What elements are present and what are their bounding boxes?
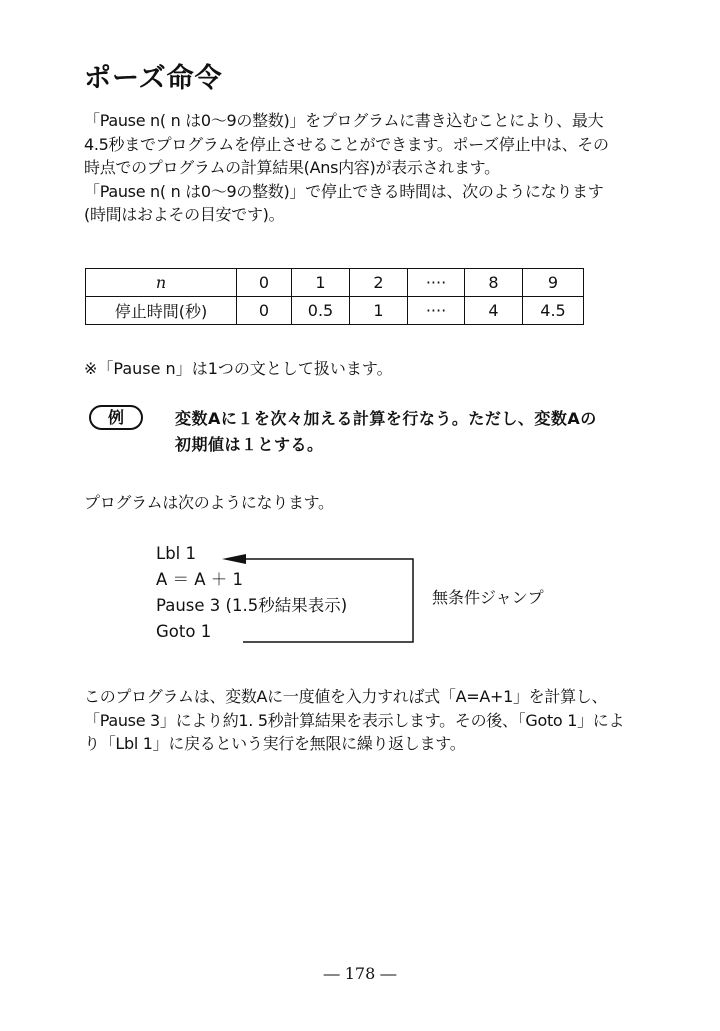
- table-cell: 1: [350, 297, 408, 325]
- table-cell: 0: [237, 269, 292, 297]
- table-cell: ····: [408, 269, 465, 297]
- intro-line: (時間はおよその目安です)。: [84, 205, 285, 224]
- example-line: 変数Aに１を次々加える計算を行なう。ただし、変数Aの: [175, 409, 597, 428]
- table-header-seconds: 停止時間(秒): [86, 297, 237, 325]
- program-line: Goto 1: [156, 622, 212, 641]
- program-line: Pause 3 (1.5秒結果表示): [156, 596, 348, 615]
- intro-line: 「Pause n( n は0～9の整数)」をプログラムに書き込むことにより、最大: [84, 111, 604, 130]
- program-intro: プログラムは次のようになります。: [84, 493, 334, 512]
- note-text: ※「Pause n」は1つの文として扱います。: [84, 359, 393, 378]
- table-header-n: n: [86, 269, 237, 297]
- arrow-head-icon: [222, 554, 246, 564]
- example-line: 初期値は１とする。: [175, 435, 324, 454]
- table-cell: 4: [465, 297, 523, 325]
- table-cell: 1: [292, 269, 350, 297]
- intro-line: 時点でのプログラムの計算結果(Ans内容)が表示されます。: [84, 158, 500, 177]
- jump-label: 無条件ジャンプ: [432, 588, 544, 607]
- page-title: ポーズ命令: [84, 63, 223, 94]
- page-number: ― 178 ―: [323, 964, 397, 983]
- program-line: Lbl 1: [156, 544, 196, 563]
- table-cell: ····: [408, 297, 465, 325]
- jump-line: [243, 559, 413, 642]
- table-cell: 2: [350, 269, 408, 297]
- intro-line: 「Pause n( n は0～9の整数)」で停止できる時間は、次のようになります: [84, 181, 604, 201]
- table-cell: 4.5: [523, 297, 584, 325]
- table-cell: 8: [465, 269, 523, 297]
- table-cell: 9: [523, 269, 584, 297]
- program-line: A ＝ A ＋ 1: [156, 570, 244, 589]
- explanation-line: り「Lbl 1」に戻るという実行を無限に繰り返します。: [84, 734, 466, 753]
- example-badge: 例: [89, 405, 143, 430]
- table-cell: 0: [237, 297, 292, 325]
- intro-line: 4.5秒までプログラムを停止させることができます。ポーズ停止中は、その: [84, 134, 609, 154]
- explanation-paragraph: [84, 685, 644, 756]
- explanation-line: 「Pause 3」により約1. 5秒計算結果を表示します。その後、「Goto 1」によ: [84, 710, 625, 730]
- table-cell: 0.5: [292, 297, 350, 325]
- explanation-line: このプログラムは、変数Aに一度値を入力すれば式「A=A+1」を計算し、: [84, 687, 608, 706]
